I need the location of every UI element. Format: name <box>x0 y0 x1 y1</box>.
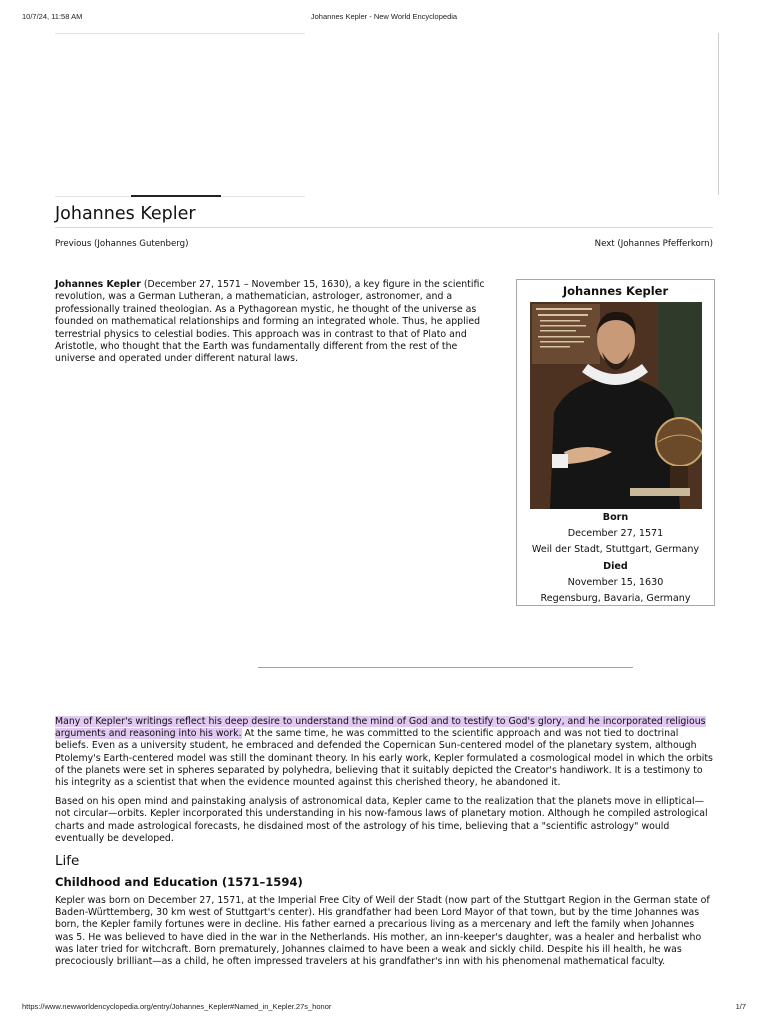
born-date: December 27, 1571 <box>567 528 664 539</box>
print-page-number: 1/7 <box>735 1002 746 1011</box>
died-date: November 15, 1630 <box>567 577 664 588</box>
previous-article-link[interactable]: Previous (Johannes Gutenberg) <box>55 239 189 249</box>
paragraph-faith <box>55 716 713 789</box>
paragraph-childhood: Kepler was born on December 27, 1571, at the Imperial Free City of Weil der Stadt (now part of the Stuttgart Region in the German state of Baden-Württemberg, 30 km west of Stuttgart's center). His grandfather had been Lord Mayor of that town, but by the time Johannes was born, the Kepler family fortunes were in decline. His father earned a precarious living as a mercenary and left the family when Johannes was 5. He was believed to have died in the war in the Netherlands. His mother, an inn-keeper's daughter, was a healer and herbalist who was later tried for witchcraft. Born prematurely, Johannes claimed to have been a weak and sickly child. Despite his ill health, he was precociously brilliant—as a child, he often impressed travelers at his grandfather's inn with his phenomenal mathematical faculty. <box>55 895 710 968</box>
banner-underline <box>131 195 221 197</box>
print-datetime: 10/7/24, 11:58 AM <box>22 12 83 21</box>
infobox-title: Johannes Kepler <box>562 284 669 298</box>
title-divider <box>55 227 713 228</box>
died-label: Died <box>603 561 628 572</box>
paragraph-faith-rest: At the same time, he was committed to the scientific approach and was not tied to doctrinal beliefs. Even as a university student, he embraced and defended the Copernican Sun-centered model of the planetary system, although Ptolemy's Earth-centered model was still the dominant theory. In his early work, Kepler formulated a cosmological model in which the orbits of the planets were set in spheres separated by polyhedra, believing that it suitably depicted the Creator's handiwork. It is a testimony to his integrity as a scientist that when the evidence mounted against this cherished theory, he abandoned it. <box>55 728 713 789</box>
born-place: Weil der Stadt, Stuttgart, Germany <box>531 544 700 555</box>
infobox <box>516 279 715 606</box>
print-page-title: Johannes Kepler - New World Encyclopedia <box>310 12 458 21</box>
highlighted-text: Many of Kepler's writings reflect his deep desire to understand the mind of God and to testify to God's glory, and he incorporated religious arguments and reasoning into his work. <box>55 716 706 740</box>
print-url: https://www.newworldencyclopedia.org/entry/Johannes_Kepler#Named_in_Kepler.27s_honor <box>22 1002 332 1011</box>
paragraph-orbits: Based on his open mind and painstaking analysis of astronomical data, Kepler came to the realization that the planets move in elliptical—not circular—orbits. Kepler incorporated this understanding in his now-famous laws of planetary motion. Although he compiled astrological charts and made astrological forecasts, he disdained most of the astrology of his time, believing that a "scientific astrology" would eventually be developed. <box>55 796 708 844</box>
intro-paragraph <box>55 279 495 366</box>
top-banner-image <box>55 33 305 197</box>
intro-lead-text: (December 27, 1571 – November 15, 1630), a key figure in the scientific revolution, was a German Lutheran, a mathematician, astrologer, astronomer, and a professionally trained theologian. As a Pythagorean mystic, he thought of the universe as founded on mathematical relationships and forming an integrated whole. Thus, he applied terrestrial physics to celestial bodies. This approach was in contrast to that of Plato and Aristotle, who thought that the Earth was fundamentally different from the rest of the universe and operated under different natural laws. <box>55 279 485 365</box>
article-body <box>55 716 713 975</box>
page-title: Johannes Kepler <box>55 204 196 224</box>
kepler-portrait-image[interactable] <box>530 302 702 509</box>
born-label: Born <box>602 512 629 523</box>
mid-divider <box>258 667 633 668</box>
next-article-link[interactable]: Next (Johannes Pfefferkorn) <box>594 239 713 249</box>
intro-section <box>55 279 495 366</box>
intro-lead-bold: Johannes Kepler <box>55 279 141 290</box>
died-place: Regensburg, Bavaria, Germany <box>540 593 691 604</box>
subsection-heading-childhood: Childhood and Education (1571–1594) <box>55 875 303 890</box>
section-heading-life: Life <box>55 853 80 870</box>
divider-vertical <box>718 33 719 195</box>
